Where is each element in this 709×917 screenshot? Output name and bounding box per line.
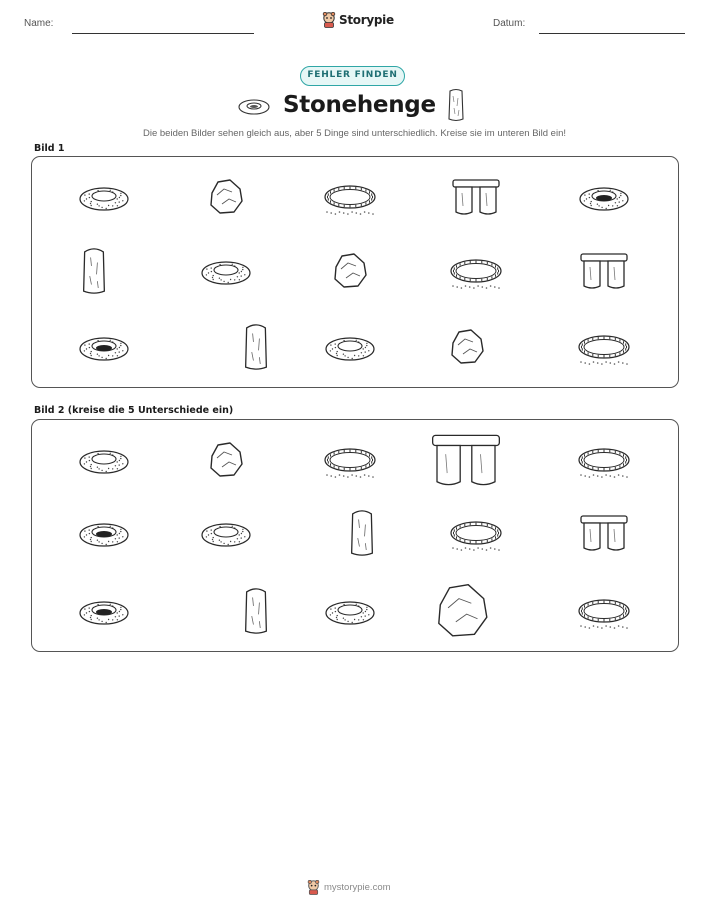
ring-stone-stone [202,262,250,284]
date-label: Datum: [493,18,526,29]
trilithon-stone [453,180,499,214]
ring-stone-dark-stone [80,602,128,624]
name-label: Name: [24,18,54,29]
standing-stone-stone [246,589,267,633]
instructions: Die beiden Bilder sehen gleich aus, aber 5 Dinge sind unterschiedlich. Kreise sie im unteren Bild ein! [143,128,566,139]
page-title: Stonehenge [283,92,436,118]
footer [307,880,391,895]
stone-circle-stone [325,449,375,478]
trilithon-large-stone [433,435,500,484]
boulder-large-stone [439,585,487,636]
ring-stone-stone [80,451,128,473]
boulder-stone [335,254,366,287]
picture1-label: Bild 1 [34,143,65,154]
standing-stone-stone [352,511,373,555]
brand-name: Storypie [339,13,394,27]
standing-stone-stone [246,325,267,369]
picture2-label: Bild 2 (kreise die 5 Unterschiede ein) [34,405,234,416]
ring-stone-stone [326,338,374,360]
picture2-panel[interactable] [31,419,679,652]
ring-stone-stone [326,602,374,624]
stone-circle-stone [579,336,629,365]
stone-circle-stone [579,600,629,629]
brand-logo [322,12,394,28]
picture1-scene [32,157,680,389]
storypie-mascot-icon [322,12,336,28]
activity-badge: FEHLER FINDEN [300,66,405,86]
ring-stone-dark-stone [80,524,128,546]
trilithon-stone [581,516,627,550]
boulder-stone [452,330,483,363]
name-line[interactable] [72,33,254,34]
boulder-stone [211,443,242,476]
stone-circle-stone [579,449,629,478]
standing-stone-icon [446,88,466,124]
ring-stone-icon [237,96,271,118]
trilithon-stone [581,254,627,288]
stone-circle-stone [451,522,501,551]
footer-url[interactable]: mystorypie.com [324,882,391,893]
ring-stone-stone [202,524,250,546]
boulder-stone [211,180,242,213]
picture2-scene[interactable] [32,420,680,653]
ring-stone-stone [80,188,128,210]
stone-circle-stone [325,186,375,215]
date-line[interactable] [539,33,685,34]
standing-stone-stone [84,249,105,293]
storypie-mascot-icon [307,880,320,895]
ring-stone-dark-stone [580,188,628,210]
ring-stone-dark-stone [80,338,128,360]
picture1-panel [31,156,679,388]
stone-circle-stone [451,260,501,289]
